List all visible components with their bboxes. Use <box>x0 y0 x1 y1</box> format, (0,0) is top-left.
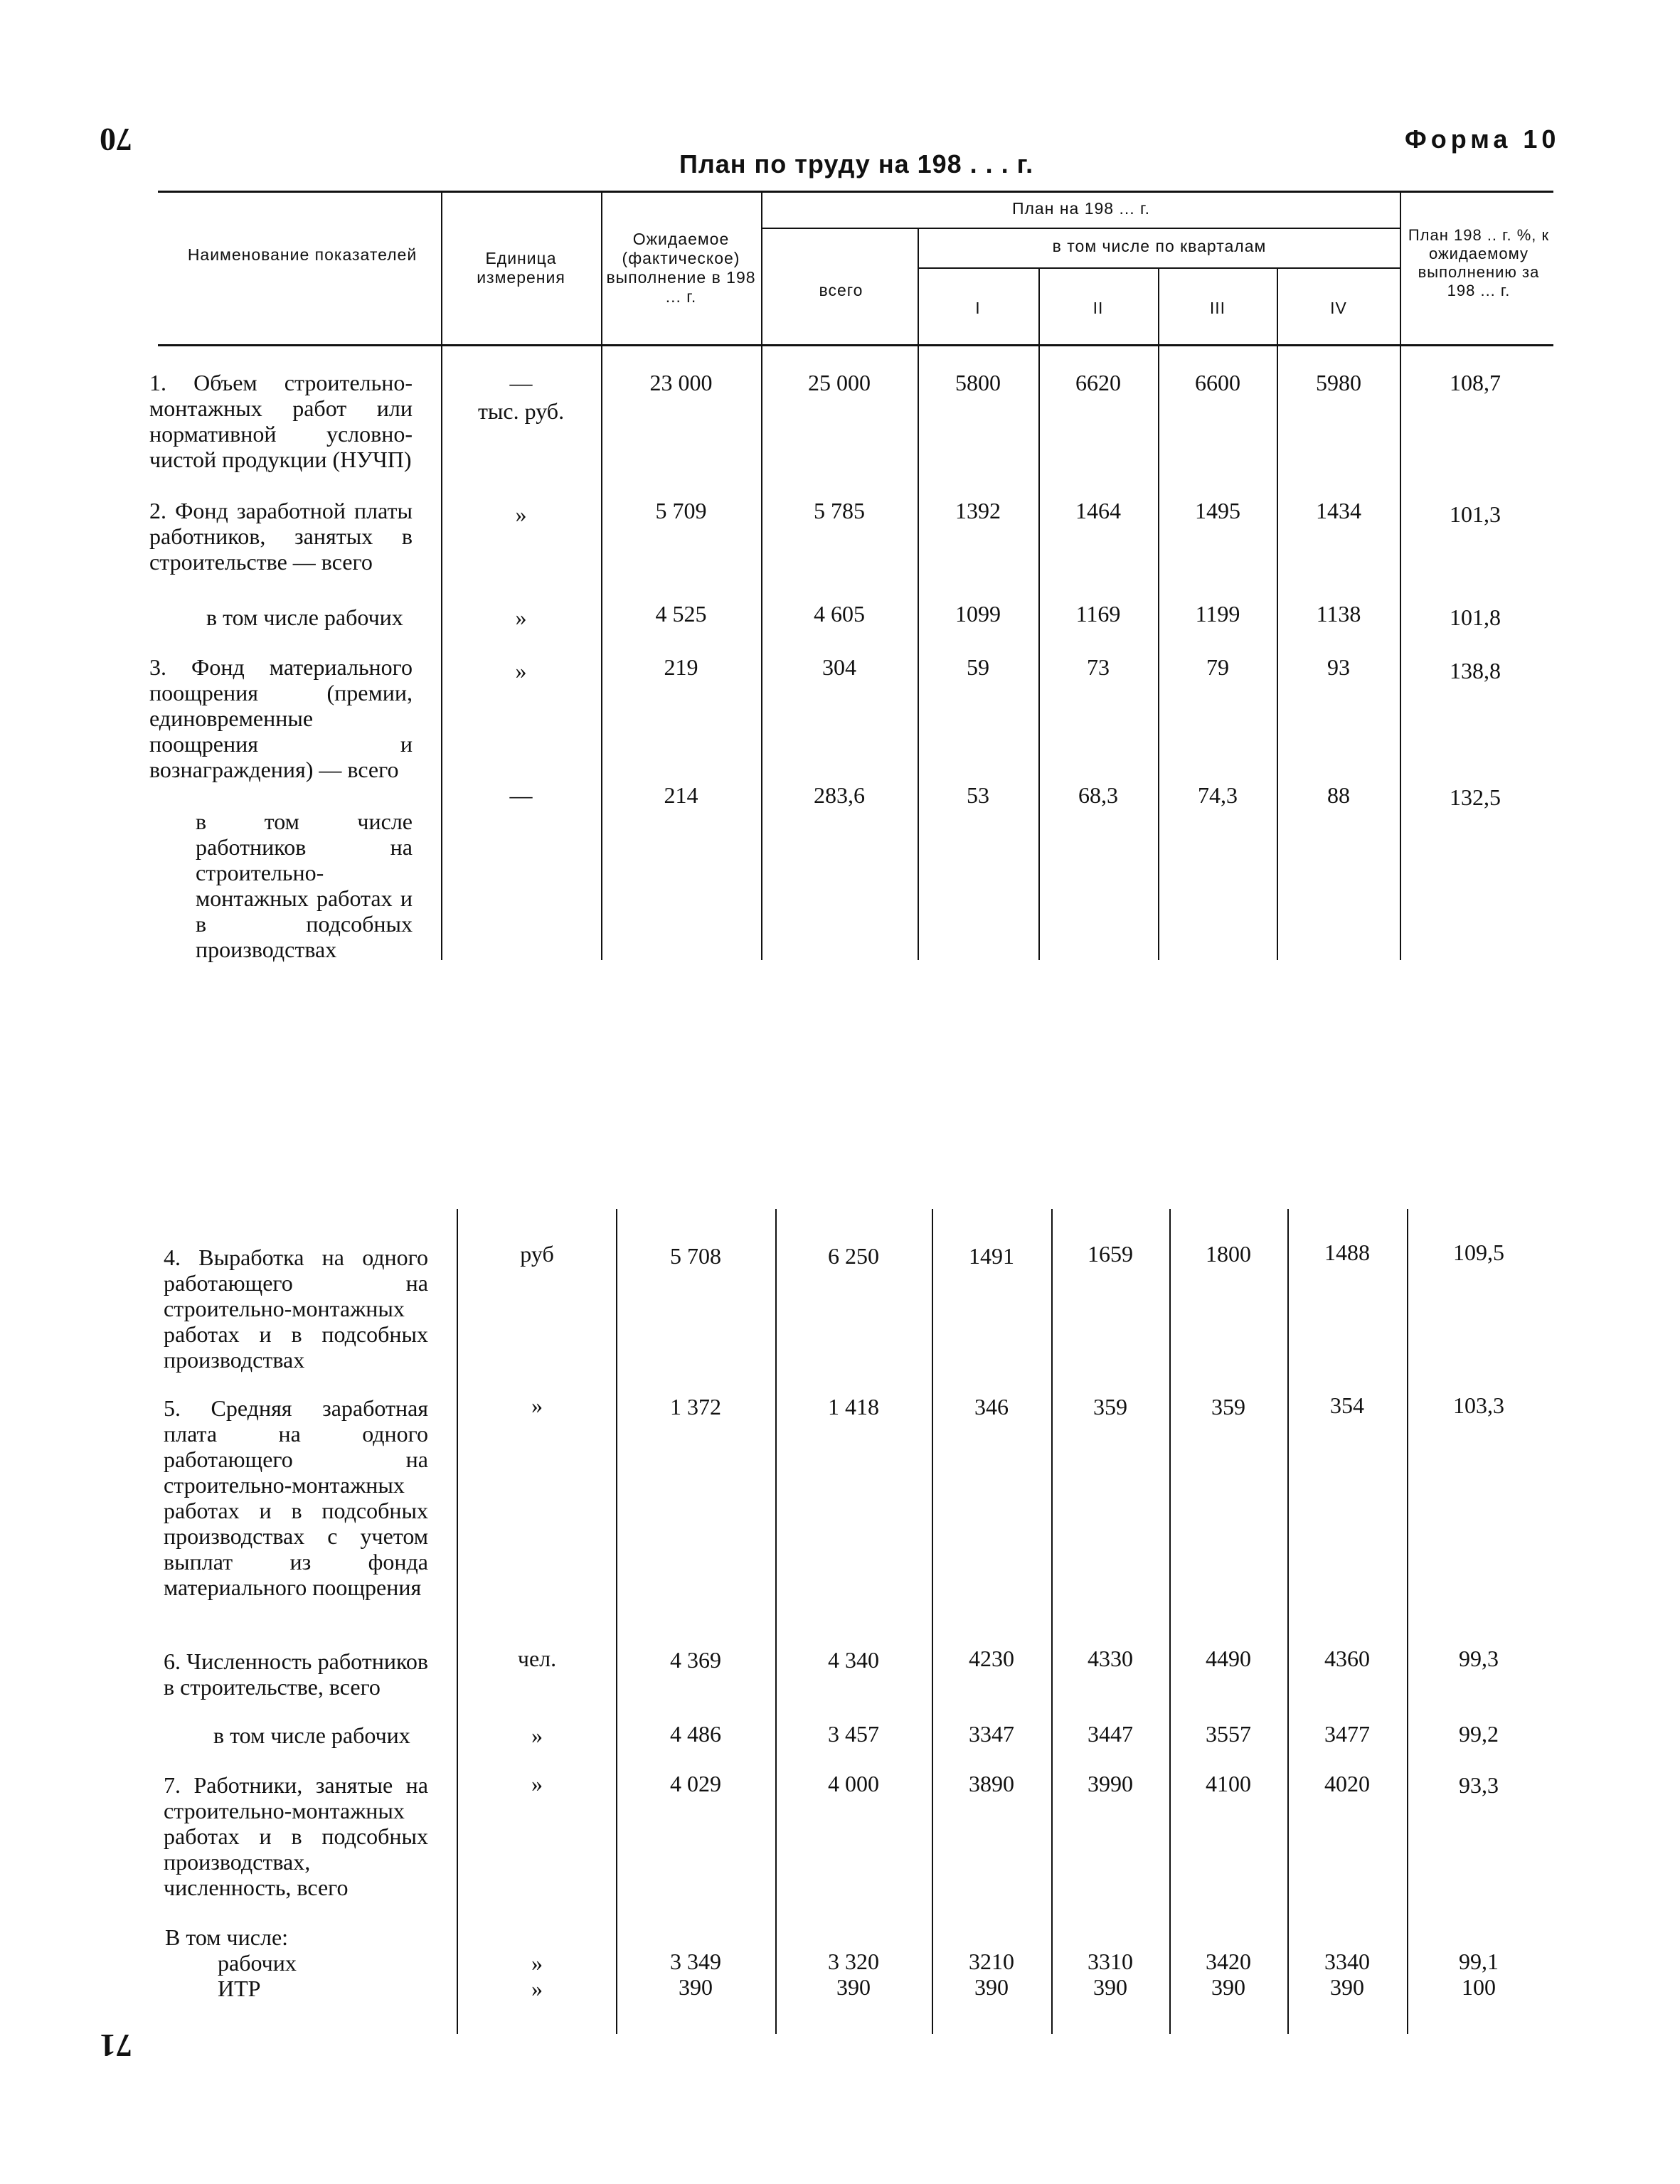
row-2-q3: 1495 <box>1195 498 1240 523</box>
row-6-unit: чел. <box>517 1646 557 1671</box>
row-2-unit: » <box>515 501 527 527</box>
p2-col-sep-1 <box>457 1209 458 2034</box>
row-4-q3: 1800 <box>1206 1241 1251 1267</box>
row-5-label: 5. Средняя заработная плата на одного работающего на строительно-монтажных работах и в подсобных производствах с учетом выплат из фонда материального поощрения <box>164 1395 428 1600</box>
header-q1: I <box>975 299 981 317</box>
row-3a-pct: 132,5 <box>1450 784 1501 810</box>
row-2-pct: 101,3 <box>1450 501 1501 527</box>
header-quarters: в том числе по кварталам <box>1052 237 1267 255</box>
row-2-q2: 1464 <box>1075 498 1121 523</box>
plan-header-rule <box>762 228 1401 229</box>
row-2-expected: 5 709 <box>655 498 707 523</box>
form-label: Форма 10 <box>1405 124 1561 154</box>
row-1-total: 25 000 <box>808 370 871 395</box>
row-4-q4: 1488 <box>1324 1240 1370 1265</box>
row-2-total: 5 785 <box>814 498 865 523</box>
row-7-q2: 3990 <box>1088 1771 1133 1796</box>
row-6a-q2: 3447 <box>1088 1721 1133 1747</box>
row-7-total: 4 000 <box>828 1771 879 1796</box>
p2-col-sep-2 <box>616 1209 617 2034</box>
row-2a-q4: 1138 <box>1316 601 1361 627</box>
row-1-q2: 6620 <box>1075 370 1121 395</box>
row-7b-q1: 390 <box>974 1974 1009 2000</box>
row-5-unit: » <box>531 1392 543 1418</box>
row-1-expected: 23 000 <box>649 370 713 395</box>
p2-col-sep-6 <box>1169 1209 1171 2034</box>
row-7a-expected: 3 349 <box>670 1949 721 1974</box>
col-sep-8 <box>1400 192 1401 960</box>
row-5-q1: 346 <box>974 1394 1009 1419</box>
row-3a-q4: 88 <box>1327 782 1350 808</box>
row-6a-q3: 3557 <box>1206 1721 1251 1747</box>
row-1-q1: 5800 <box>955 370 1001 395</box>
row-3a-total: 283,6 <box>814 782 865 808</box>
header-name: Наименование показателей <box>187 245 418 264</box>
row-6-total: 4 340 <box>828 1647 879 1673</box>
row-7b-total: 390 <box>836 1974 871 2000</box>
col-sep-1 <box>441 192 442 960</box>
header-plan: План на 198 ... г. <box>1011 199 1150 218</box>
row-6a-total: 3 457 <box>828 1721 879 1747</box>
row-7-expected: 4 029 <box>670 1771 721 1796</box>
row-3-expected: 219 <box>664 654 698 680</box>
row-3a-q1: 53 <box>967 782 989 808</box>
col-sep-7 <box>1277 269 1278 960</box>
row-3-q4: 93 <box>1327 654 1350 680</box>
row-3-total: 304 <box>822 654 856 680</box>
row-2a-expected: 4 525 <box>655 601 707 627</box>
header-total: всего <box>819 281 863 299</box>
row-4-q1: 1491 <box>969 1243 1014 1269</box>
row-7-q3: 4100 <box>1206 1771 1251 1796</box>
row-2a-q2: 1169 <box>1075 601 1121 627</box>
row-1-pct: 108,7 <box>1450 370 1501 395</box>
row-4-total: 6 250 <box>828 1243 879 1269</box>
row-7b-pct: 100 <box>1462 1974 1496 2000</box>
row-5-q4: 354 <box>1330 1392 1364 1418</box>
row-7-subheader: В том числе: <box>165 1924 289 1950</box>
row-7-q4: 4020 <box>1324 1771 1370 1796</box>
row-5-expected: 1 372 <box>670 1394 721 1419</box>
col-sep-3 <box>761 192 762 960</box>
p2-col-sep-5 <box>1051 1209 1053 2034</box>
row-3a-q2: 68,3 <box>1078 782 1118 808</box>
row-7-unit: » <box>531 1771 543 1796</box>
p2-col-sep-3 <box>775 1209 777 2034</box>
row-2a-pct: 101,8 <box>1450 604 1501 630</box>
row-2-q1: 1392 <box>955 498 1001 523</box>
row-2a-label: в том числе рабочих <box>206 604 403 630</box>
row-3-q2: 73 <box>1087 654 1110 680</box>
row-2a-q1: 1099 <box>955 601 1001 627</box>
row-7b-q4: 390 <box>1330 1974 1364 2000</box>
p2-col-sep-7 <box>1287 1209 1289 2034</box>
p2-col-sep-8 <box>1407 1209 1408 2034</box>
row-7b-unit: » <box>531 1976 543 2001</box>
row-4-pct: 109,5 <box>1453 1240 1504 1265</box>
col-sep-5 <box>1038 269 1040 960</box>
col-sep-4 <box>918 229 919 960</box>
row-5-pct: 103,3 <box>1453 1392 1504 1418</box>
document-title: План по труду на 198 . . . г. <box>679 149 1034 179</box>
row-7-q1: 3890 <box>969 1771 1014 1796</box>
row-5-q3: 359 <box>1211 1394 1245 1419</box>
row-6-q2: 4330 <box>1088 1646 1133 1671</box>
row-3a-label: в том числе работников на строительно-монтажных работах и в подсобных производствах <box>196 809 413 962</box>
row-2a-q3: 1199 <box>1195 601 1240 627</box>
row-1-unit-dash: — <box>509 370 533 395</box>
row-6-q4: 4360 <box>1324 1646 1370 1671</box>
header-unit: Единица измерения <box>477 249 565 287</box>
row-7a-total: 3 320 <box>828 1949 879 1974</box>
row-7b-label: ИТР <box>218 1976 261 2001</box>
header-bottom-rule <box>158 344 1553 346</box>
row-3a-unit: — <box>509 782 533 808</box>
row-4-q2: 1659 <box>1088 1241 1133 1267</box>
row-1-unit: тыс. руб. <box>477 398 565 424</box>
row-1-q4: 5980 <box>1316 370 1361 395</box>
row-3a-q3: 74,3 <box>1198 782 1238 808</box>
row-4-expected: 5 708 <box>670 1243 721 1269</box>
row-6-q1: 4230 <box>969 1646 1014 1671</box>
row-7a-q4: 3340 <box>1324 1949 1370 1974</box>
row-7a-unit: » <box>531 1950 543 1976</box>
p2-col-sep-4 <box>932 1209 933 2034</box>
header-q2: II <box>1092 299 1104 317</box>
header-q3: III <box>1209 299 1226 317</box>
row-7a-q2: 3310 <box>1088 1949 1133 1974</box>
row-7b-expected: 390 <box>679 1974 713 2000</box>
row-2a-total: 4 605 <box>814 601 865 627</box>
row-7-pct: 93,3 <box>1459 1772 1499 1798</box>
row-6-pct: 99,3 <box>1459 1646 1499 1671</box>
col-sep-6 <box>1158 269 1159 960</box>
row-5-total: 1 418 <box>828 1394 879 1419</box>
row-6a-unit: » <box>531 1722 543 1748</box>
header-percent: План 198 .. г. %, к ожидаемому выполнению за 198 ... г. <box>1408 226 1550 299</box>
row-6a-q4: 3477 <box>1324 1721 1370 1747</box>
row-6a-pct: 99,2 <box>1459 1721 1499 1747</box>
table-top-rule <box>158 191 1553 193</box>
row-6a-q1: 3347 <box>969 1721 1014 1747</box>
row-3a-expected: 214 <box>664 782 698 808</box>
row-7b-q3: 390 <box>1211 1974 1245 2000</box>
row-7b-q2: 390 <box>1093 1974 1127 2000</box>
row-6-q3: 4490 <box>1206 1646 1251 1671</box>
header-expected: Ожидаемое (фактическое) выполнение в 198 ... г. <box>606 230 756 306</box>
row-7a-q3: 3420 <box>1206 1949 1251 1974</box>
col-sep-2 <box>601 192 602 960</box>
row-3-label: 3. Фонд материального поощрения (премии, единовременные поощрения и вознаграждения) — всего <box>149 654 413 782</box>
quarters-header-rule <box>918 267 1401 269</box>
row-6-label: 6. Численность работников в строительстве, всего <box>164 1648 428 1700</box>
row-1-label: 1. Объем строительно-монтажных работ или нормативной условно-чистой продукции (НУЧП) <box>149 370 413 472</box>
row-4-label: 4. Выработка на одного работающего на строительно-монтажных работах и в подсобных производствах <box>164 1245 428 1373</box>
header-q4: IV <box>1330 299 1347 317</box>
row-7-label: 7. Работники, занятые на строительно-монтажных работах и в подсобных производствах, численность, всего <box>164 1772 428 1900</box>
row-4-unit: руб <box>520 1241 554 1267</box>
row-1-q3: 6600 <box>1195 370 1240 395</box>
row-6a-label: в том числе рабочих <box>213 1722 410 1748</box>
bottom-page-number: 71 <box>100 2028 132 2064</box>
row-5-q2: 359 <box>1093 1394 1127 1419</box>
top-page-number: 70 <box>100 122 132 158</box>
row-7a-label: рабочих <box>218 1950 297 1976</box>
row-3-q3: 79 <box>1206 654 1229 680</box>
row-6-expected: 4 369 <box>670 1647 721 1673</box>
row-2a-unit: » <box>515 604 527 630</box>
row-3-pct: 138,8 <box>1450 658 1501 683</box>
row-7a-q1: 3210 <box>969 1949 1014 1974</box>
row-3-unit: » <box>515 658 527 683</box>
row-2-label: 2. Фонд заработной платы работников, занятых в строительстве — всего <box>149 498 413 575</box>
row-6a-expected: 4 486 <box>670 1721 721 1747</box>
row-7a-pct: 99,1 <box>1459 1949 1499 1974</box>
row-2-q4: 1434 <box>1316 498 1361 523</box>
row-3-q1: 59 <box>967 654 989 680</box>
